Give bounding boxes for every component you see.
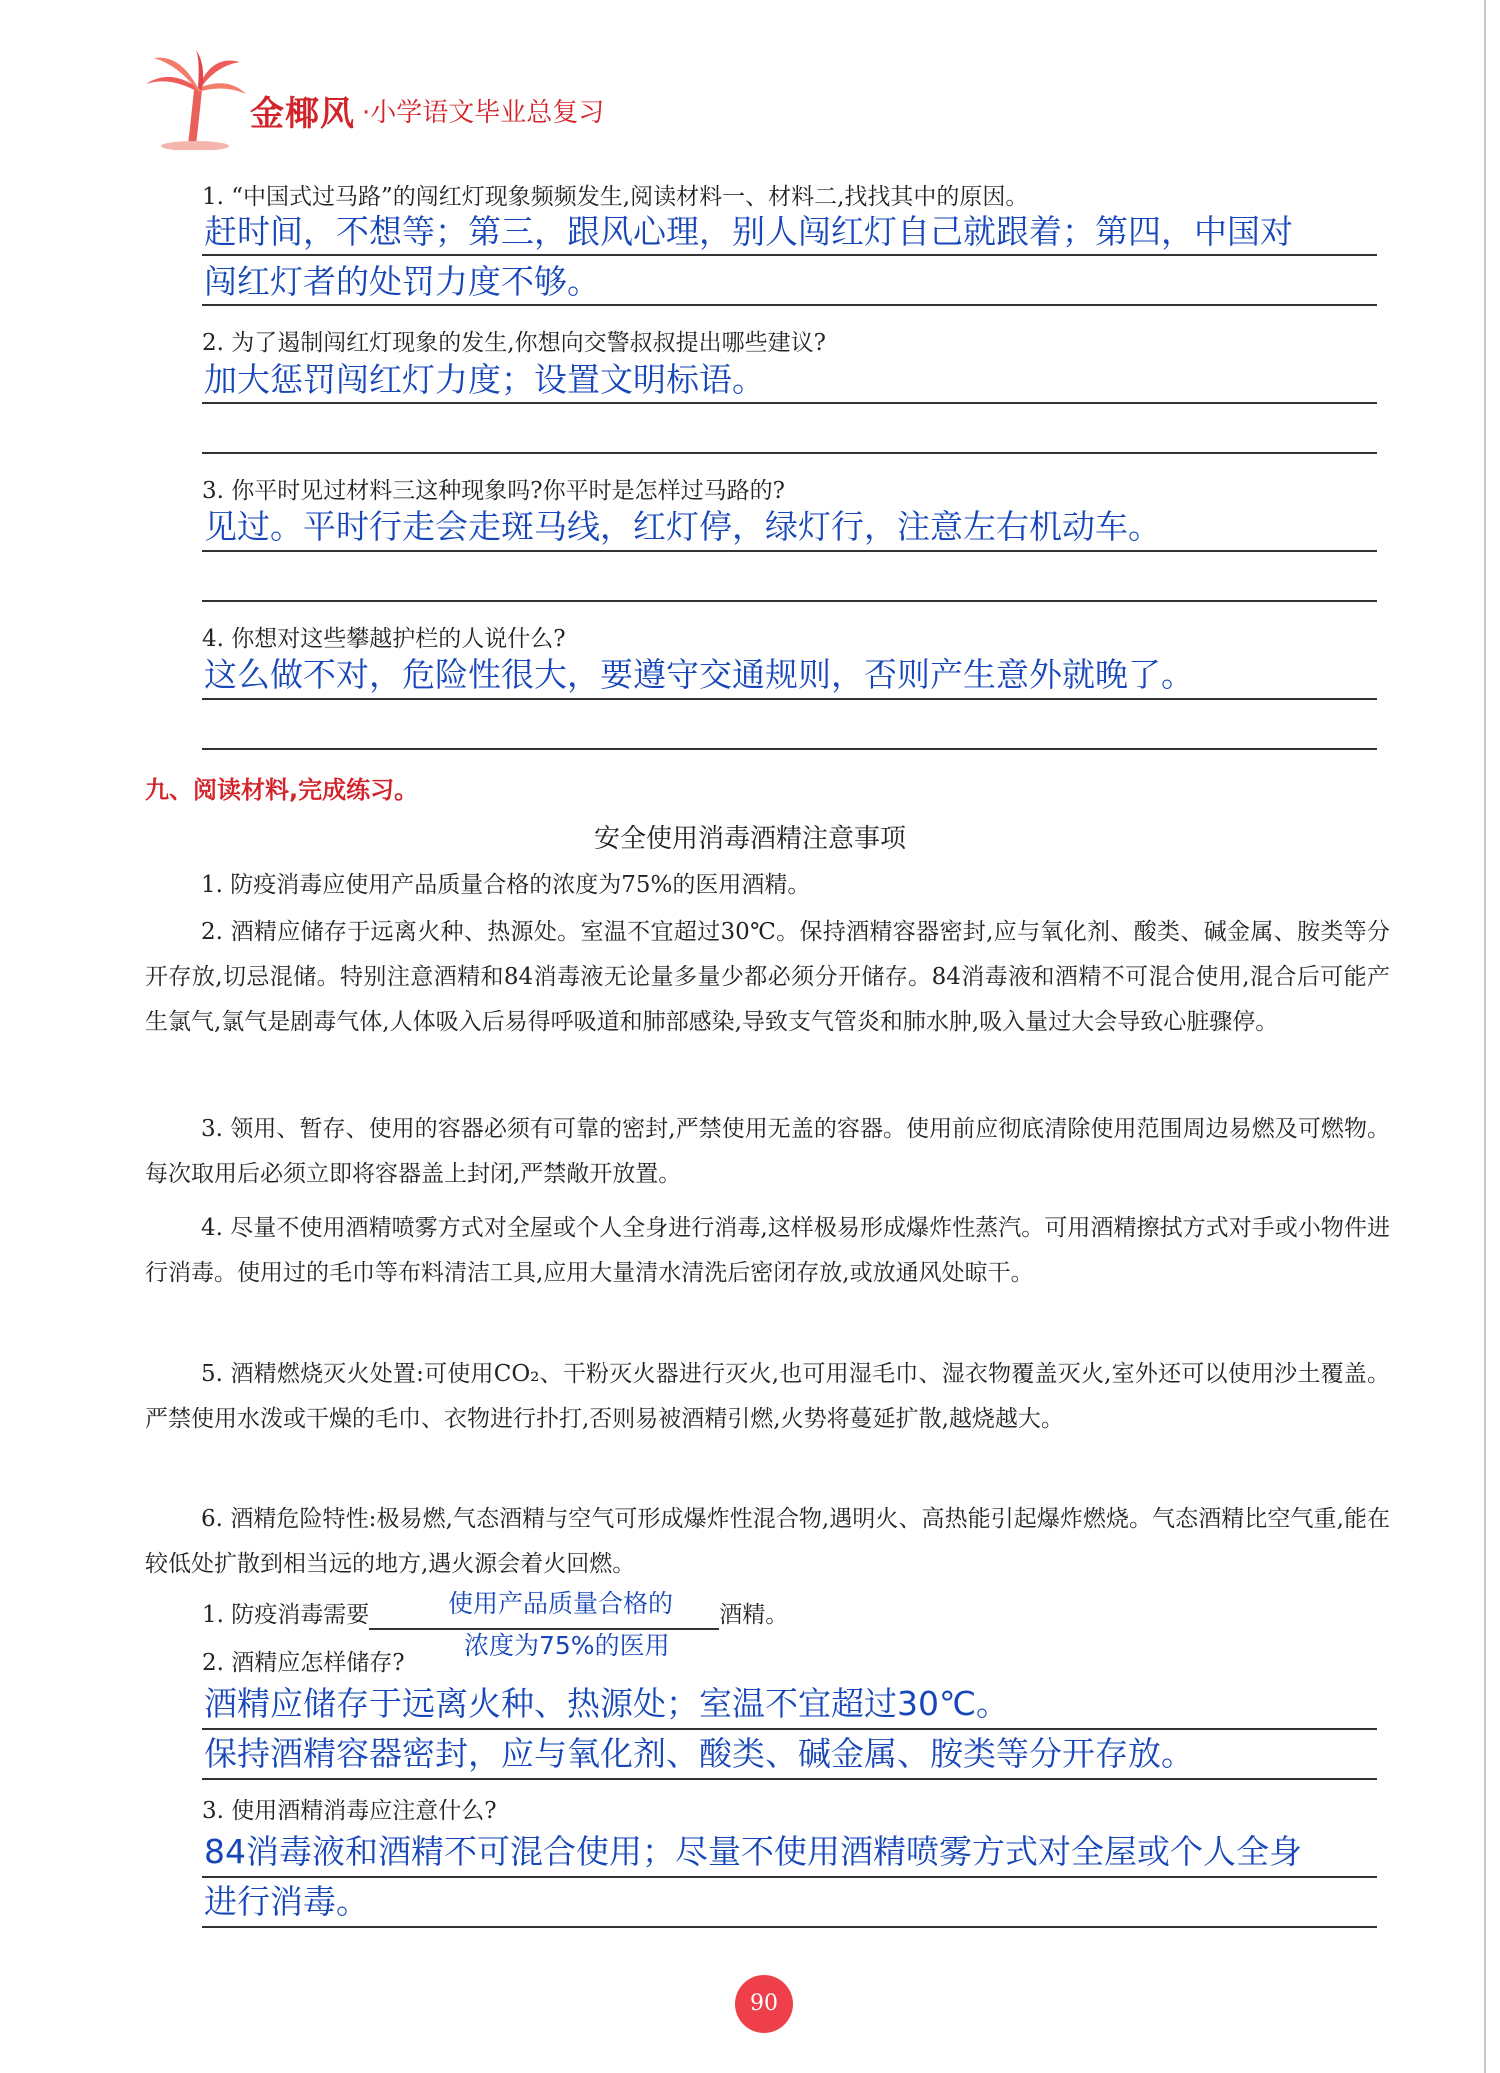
paragraph-1: 1. 防疫消毒应使用产品质量合格的浓度为75%的医用酒精。 [201,872,811,898]
answer-rule [202,600,1377,602]
section-heading: 九、阅读材料,完成练习。 [145,776,419,804]
paragraph-6: 6. 酒精危险特性:极易燃,气态酒精与空气可形成爆炸性混合物,遇明火、高热能引起爆炸燃烧。气态酒精比空气重,能在较低处扩散到相当远的地方,遇火源会着火回燃。 [145,1506,1390,1577]
answer-rule [202,1876,1377,1878]
answer-rule [202,304,1377,306]
page-number: 90 [735,1975,793,2033]
paragraph-4: 4. 尽量不使用酒精喷雾方式对全屋或个人全身进行消毒,这样极易形成爆炸性蒸汽。可用酒精擦拭方式对手或小物件进行消毒。使用过的毛巾等布料清洁工具,应用大量清水清洗后密闭存放,或放通风处晾干。 [145,1215,1390,1286]
answer-rule [202,452,1377,454]
answer-1-line-2: 闯红灯者的处罚力度不够。 [204,262,600,301]
fill-answer-line-2: 浓度为75%的医用 [464,1631,670,1660]
answer-rule [202,254,1377,256]
answer-4-line-1: 这么做不对，危险性很大，要遵守交通规则，否则产生意外就晚了。 [204,655,1194,694]
answer-rule [202,550,1377,552]
book-subtitle: ·小学语文毕业总复习 [362,98,605,128]
answer-2-line-1: 加大惩罚闯红灯力度；设置文明标语。 [204,360,765,399]
question-1: 1. “中国式过马路”的闯红灯现象频频发生,阅读材料一、材料二,找找其中的原因。 [202,184,1029,210]
precautions-answer-line-2: 进行消毒。 [204,1882,369,1921]
answer-rule [202,1778,1377,1780]
storage-answer-line-1: 酒精应储存于远离火种、热源处；室温不宜超过30℃。 [204,1684,1010,1723]
question-2: 2. 为了遏制闯红灯现象的发生,你想向交警叔叔提出哪些建议? [202,330,826,356]
page-edge [1484,0,1486,2073]
question-3: 3. 你平时见过材料三这种现象吗?你平时是怎样过马路的? [202,478,785,504]
precautions-answer-line-1: 84消毒液和酒精不可混合使用；尽量不使用酒精喷雾方式对全屋或个人全身 [204,1832,1302,1871]
paragraph-5: 5. 酒精燃烧灭火处置:可使用CO₂、干粉灭火器进行灭火,也可用湿毛巾、湿衣物覆盖灭火,室外还可以使用沙土覆盖。严禁使用水泼或干燥的毛巾、衣物进行扑打,否则易被酒精引燃,火势将蔓延扩散,越烧越大。 [145,1361,1390,1432]
question-precautions: 3. 使用酒精消毒应注意什么? [202,1798,497,1824]
paragraph-3: 3. 领用、暂存、使用的容器必须有可靠的密封,严禁使用无盖的容器。使用前应彻底清除使用范围周边易燃及可燃物。每次取用后必须立即将容器盖上封闭,严禁敞开放置。 [145,1116,1390,1187]
answer-rule [202,1728,1377,1730]
answer-rule [202,402,1377,404]
storage-answer-line-2: 保持酒精容器密封，应与氧化剂、酸类、碱金属、胺类等分开存放。 [204,1734,1194,1773]
answer-rule [202,1926,1377,1928]
answer-1-line-1: 赶时间，不想等；第三，跟风心理，别人闯红灯自己就跟着；第四，中国对 [204,212,1293,251]
answer-rule [202,698,1377,700]
answer-3-line-1: 见过。平时行走会走斑马线，红灯停，绿灯行，注意左右机动车。 [204,507,1161,546]
question-fill-suffix: 酒精。 [719,1602,789,1628]
question-fill-prefix: 1. 防疫消毒需要 [202,1602,370,1628]
question-4: 4. 你想对这些攀越护栏的人说什么? [202,626,566,652]
article-title: 安全使用消毒酒精注意事项 [593,824,906,854]
header [140,50,940,160]
question-storage: 2. 酒精应怎样储存? [202,1650,405,1676]
fill-answer-line-1: 使用产品质量合格的 [448,1589,674,1618]
brand-name: 金椰风 [250,94,355,134]
palm-tree-logo-icon [140,50,250,150]
paragraph-2: 2. 酒精应储存于远离火种、热源处。室温不宜超过30℃。保持酒精容器密封,应与氧化剂、酸类、碱金属、胺类等分开存放,切忌混储。特别注意酒精和84消毒液无论量多量少都必须分开储存。84消毒液和酒精不可混合使用,混合后可能产生氯气,氯气是剧毒气体,人体吸入后易得呼吸道和肺部感染,导致支气管炎和肺水肿,吸入量过大会导致心脏骤停。 [145,919,1390,1035]
answer-rule [202,748,1377,750]
